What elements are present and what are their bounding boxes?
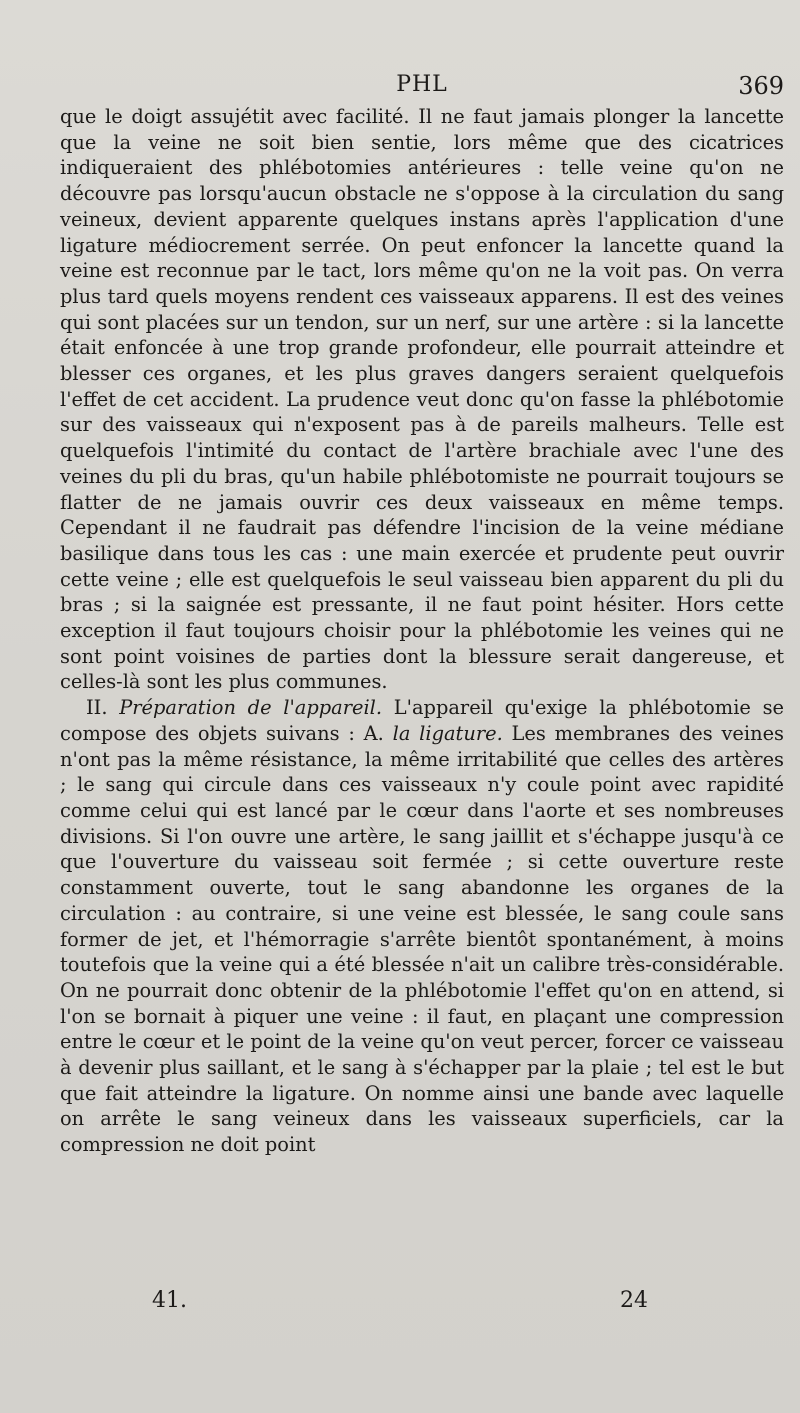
paragraph-2-text-a: L'appareil qu'exige la phlébotomie se compose des objets suivans : A.: [60, 696, 785, 745]
paragraph-2-text-b: Les membranes des veines n'ont pas la même résistance, la même irritabilité que celles des artères ; le sang qui circule dans ces vaisseaux n'y coule point avec rapidité comme celui qui est lancé par le cœur dans l'aorte et ses nombreuses divisions. Si l'on ouvre une artère, le sang jaillit et s'échappe jusqu'à ce que l'ouverture du vaisseau soit fermée ; si cette ouverture reste constamment ouverte, tout le sang abandonne les organes de la circulation : au contraire, si une veine est blessée, le sang coule sans former de jet, et l'hémorragie s'arrête bientôt spontanément, à moins toutefois que la veine qui a été blessée n'ait un calibre très-considérable. On ne pourrait donc obtenir de la phlébotomie l'effet qu'on en attend, si l'on se bornait à piquer une veine : il faut, en plaçant une compression entre le cœur et le point de la veine qu'on veut percer, forcer ce vaisseau à devenir plus saillant, et le sang à s'échapper par la plaie ; tel est le but que fait atteindre la ligature. On nomme ainsi une bande avec laquelle on arrête le sang veineux dans les vaisseaux superficiels, car la compression ne doit point: [60, 721, 784, 1157]
section-title: Préparation de l'appareil.: [119, 696, 383, 720]
item-title: la ligature.: [392, 721, 503, 745]
page-body: [60, 104, 784, 1158]
page-header: [60, 72, 784, 102]
section-numeral: II.: [86, 696, 108, 720]
running-head: PHL: [396, 72, 448, 97]
paragraph-2: [60, 695, 784, 1158]
signature-mark-left: 41.: [152, 1288, 187, 1313]
signature-mark-right: 24: [620, 1288, 648, 1313]
page-footer: [60, 1288, 784, 1318]
paragraph-1: que le doigt assujétit avec facilité. Il ne faut jamais plonger la lancette que la veine ne soit bien sentie, lors même que des cicatrices indiqueraient des phlébotomies antérieures : telle veine qu'on ne découvre pas lorsqu'aucun obstacle ne s'oppose à la circulation du sang veineux, devient apparente quelques instans après l'application d'une ligature médiocrement serrée. On peut enfoncer la lancette quand la veine est reconnue par le tact, lors même qu'on ne la voit pas. On verra plus tard quels moyens rendent ces vaisseaux apparens. Il est des veines qui sont placées sur un tendon, sur un nerf, sur une artère : si la lancette était enfoncée à une trop grande profondeur, elle pourrait atteindre et blesser ces organes, et les plus graves dangers seraient quelquefois l'effet de cet accident. La prudence veut donc qu'on fasse la phlébotomie sur des vaisseaux qui n'exposent pas à de pareils malheurs. Telle est quelquefois l'intimité du contact de l'artère brachiale avec l'une des veines du pli du bras, qu'un habile phlébotomiste ne pourrait toujours se flatter de ne jamais ouvrir ces deux vaisseaux en même temps. Cependant il ne faudrait pas défendre l'incision de la veine médiane basilique dans tous les cas : une main exercée et prudente peut ouvrir cette veine ; elle est quelquefois le seul vaisseau bien apparent du pli du bras ; si la saignée est pressante, il ne faut point hésiter. Hors cette exception il faut toujours choisir pour la phlébotomie les veines qui ne sont point voisines de parties dont la blessure serait dangereuse, et celles-là sont les plus communes.: [60, 105, 784, 694]
page-number: 369: [738, 72, 784, 100]
